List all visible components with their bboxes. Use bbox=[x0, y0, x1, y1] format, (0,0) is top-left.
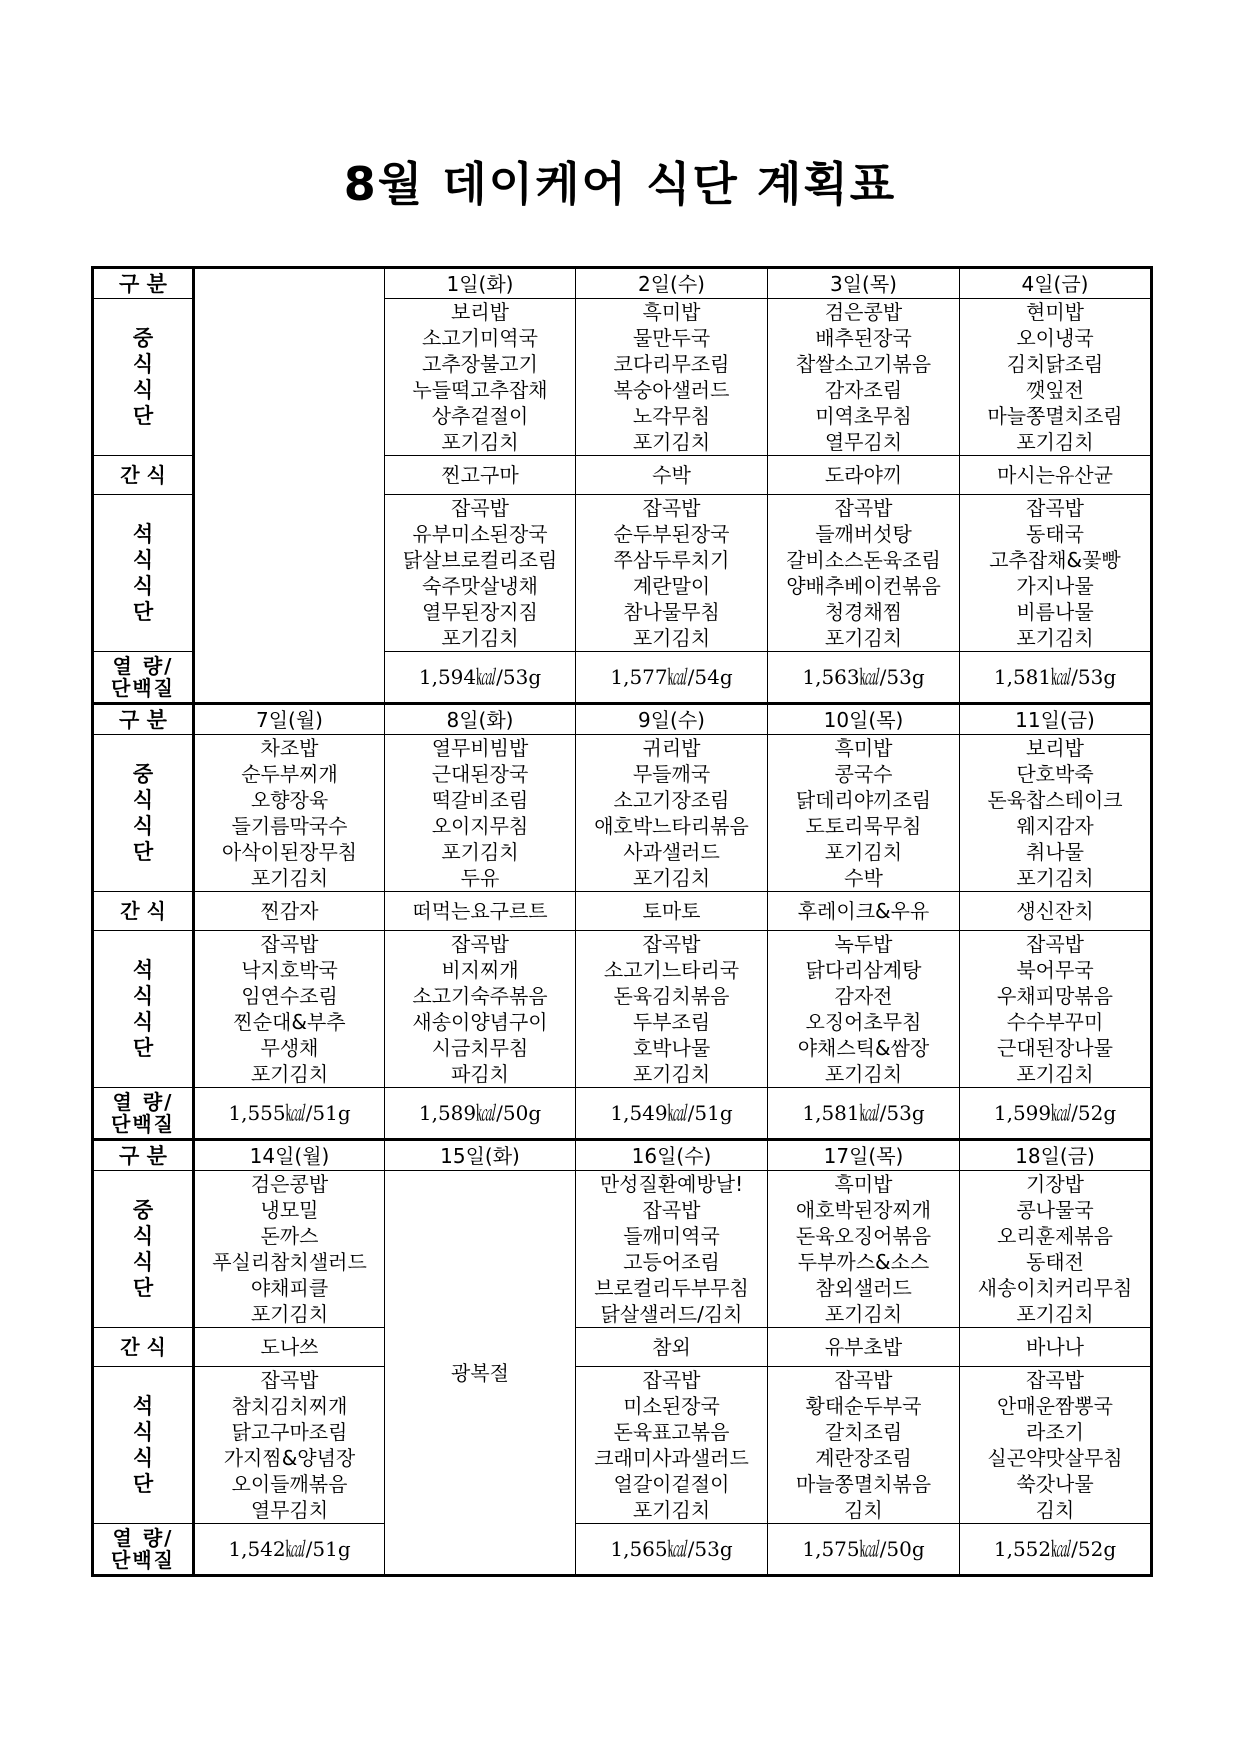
menu-item: 무생채 bbox=[260, 1036, 319, 1060]
menu-item: 잡곡밥 bbox=[834, 1368, 893, 1392]
day-dinner bbox=[385, 495, 576, 652]
menu-item: 콩나물국 bbox=[1016, 1198, 1094, 1222]
menu-item: 감자조림 bbox=[824, 378, 903, 402]
menu-item: 닭고구마조림 bbox=[231, 1420, 348, 1444]
row-label-line: 식 단 bbox=[132, 1446, 172, 1496]
menu-item: 포기김치 bbox=[441, 430, 519, 454]
row-label-line: 열 량/ bbox=[112, 654, 174, 678]
menu-item: 새송이치커리무침 bbox=[977, 1276, 1133, 1300]
day-lunch bbox=[768, 735, 960, 892]
menu-item: 들깨미역국 bbox=[623, 1224, 720, 1248]
menu-item: 누들떡고추잡채 bbox=[412, 378, 548, 402]
menu-item: 쑥갓나물 bbox=[1016, 1472, 1094, 1496]
menu-item: 포기김치 bbox=[632, 430, 711, 454]
row-label-text: 간 식 bbox=[120, 1335, 166, 1359]
menu-item: 잡곡밥 bbox=[1026, 496, 1084, 520]
menu-item: 우채피망볶음 bbox=[997, 984, 1113, 1008]
menu-item: 냉모밀 bbox=[260, 1198, 319, 1222]
day-kcal: 1,589㎉/50g bbox=[385, 1088, 576, 1140]
menu-item: 북어무국 bbox=[1016, 958, 1094, 982]
menu-item: 만성질환예방날! bbox=[599, 1172, 744, 1196]
week-2-kcal-row bbox=[93, 1088, 1152, 1140]
menu-item: 잡곡밥 bbox=[451, 496, 509, 520]
menu-item: 순두부찌개 bbox=[241, 762, 338, 786]
menu-item: 동태국 bbox=[1026, 522, 1084, 546]
week-3-kcal-row bbox=[93, 1524, 1152, 1576]
menu-item: 귀리밥 bbox=[642, 736, 701, 760]
menu-item: 소고기느타리국 bbox=[603, 958, 740, 982]
day-snack: 도나쓰 bbox=[194, 1328, 385, 1367]
menu-item: 돈까스 bbox=[260, 1224, 319, 1248]
menu-item: 김치닭조림 bbox=[1006, 352, 1104, 376]
row-label-line: 단백질 bbox=[111, 1548, 175, 1572]
menu-item: 포기김치 bbox=[441, 840, 519, 864]
menu-item: 애호박된장찌개 bbox=[795, 1198, 932, 1222]
menu-item: 참외샐러드 bbox=[815, 1276, 912, 1300]
menu-item: 황태순두부국 bbox=[805, 1394, 922, 1418]
menu-item: 들기름막국수 bbox=[231, 814, 348, 838]
day-date: 4일(금) bbox=[960, 268, 1152, 299]
week-3-dinner-row bbox=[93, 1367, 1152, 1524]
row-label-line: 중 식 bbox=[132, 1198, 172, 1248]
day-date: 7일(월) bbox=[194, 704, 385, 735]
menu-item: 미역초무침 bbox=[815, 404, 912, 428]
menu-item: 포기김치 bbox=[824, 1062, 903, 1086]
day-lunch bbox=[385, 299, 576, 456]
day-snack: 생신잔치 bbox=[960, 892, 1152, 931]
menu-item: 파김치 bbox=[451, 1062, 509, 1086]
menu-item: 참나물무침 bbox=[623, 600, 720, 624]
menu-item: 흑미밥 bbox=[834, 1172, 893, 1196]
menu-item: 잡곡밥 bbox=[642, 1198, 701, 1222]
day-dinner bbox=[576, 495, 768, 652]
menu-item: 잡곡밥 bbox=[642, 1368, 701, 1392]
day-date: 10일(목) bbox=[768, 704, 960, 735]
row-label-dinner bbox=[93, 495, 194, 652]
menu-item: 쭈삼두루치기 bbox=[613, 548, 730, 572]
menu-item: 마늘쫑멸치조림 bbox=[987, 404, 1123, 428]
row-label-lunch bbox=[93, 735, 194, 892]
menu-item: 두부까스&소스 bbox=[797, 1250, 930, 1274]
row-label-division bbox=[93, 704, 194, 735]
day-date: 1일(화) bbox=[385, 268, 576, 299]
menu-item: 웨지감자 bbox=[1016, 814, 1094, 838]
menu-item: 닭다리삼계탕 bbox=[805, 958, 922, 982]
menu-item: 기장밥 bbox=[1026, 1172, 1084, 1196]
day-snack: 유부초밥 bbox=[768, 1328, 960, 1367]
menu-item: 무들깨국 bbox=[632, 762, 711, 786]
day-snack: 떠먹는요구르트 bbox=[385, 892, 576, 931]
menu-item: 사과샐러드 bbox=[623, 840, 720, 864]
menu-item: 포기김치 bbox=[824, 840, 903, 864]
day-dinner bbox=[960, 931, 1152, 1088]
menu-item: 수박 bbox=[844, 866, 883, 890]
menu-item: 두부조림 bbox=[632, 1010, 711, 1034]
menu-item: 보리밥 bbox=[451, 300, 509, 324]
menu-item: 근대된장국 bbox=[431, 762, 529, 786]
menu-item: 포기김치 bbox=[1016, 866, 1094, 890]
row-label-dinner bbox=[93, 1367, 194, 1524]
day-date: 8일(화) bbox=[385, 704, 576, 735]
holiday-cell: 광복절 bbox=[385, 1171, 576, 1576]
menu-item: 미소된장국 bbox=[623, 1394, 720, 1418]
menu-item: 오이냉국 bbox=[1016, 326, 1094, 350]
menu-item: 양배추베이컨볶음 bbox=[786, 574, 941, 598]
day-kcal: 1,594㎉/53g bbox=[385, 652, 576, 704]
menu-item: 들깨버섯탕 bbox=[815, 522, 912, 546]
row-label-line: 중 식 bbox=[132, 326, 172, 376]
day-dinner bbox=[960, 495, 1152, 652]
menu-item: 포기김치 bbox=[441, 626, 519, 650]
menu-item: 닭살브로컬리조림 bbox=[402, 548, 558, 572]
week-2-dinner-row bbox=[93, 931, 1152, 1088]
menu-item: 단호박죽 bbox=[1016, 762, 1094, 786]
menu-item: 검은콩밥 bbox=[824, 300, 903, 324]
menu-item: 포기김치 bbox=[824, 626, 903, 650]
menu-item: 포기김치 bbox=[250, 1302, 329, 1326]
menu-item: 포기김치 bbox=[250, 1062, 329, 1086]
menu-item: 열무비빔밥 bbox=[431, 736, 529, 760]
menu-item: 포기김치 bbox=[1016, 430, 1094, 454]
menu-item: 떡갈비조림 bbox=[431, 788, 529, 812]
day-lunch bbox=[960, 1171, 1152, 1328]
day-dinner bbox=[576, 1367, 768, 1524]
menu-item: 소고기장조림 bbox=[613, 788, 730, 812]
day-kcal: 1,565㎉/53g bbox=[576, 1524, 768, 1576]
menu-item: 잡곡밥 bbox=[642, 496, 701, 520]
menu-item: 김치 bbox=[1035, 1498, 1075, 1522]
menu-item: 보리밥 bbox=[1026, 736, 1084, 760]
row-label-text: 구 분 bbox=[119, 271, 167, 296]
menu-item: 포기김치 bbox=[632, 626, 711, 650]
row-label-line: 식 단 bbox=[132, 1250, 172, 1300]
day-dinner bbox=[194, 1367, 385, 1524]
menu-item: 브로컬리두부무침 bbox=[594, 1276, 749, 1300]
day-lunch bbox=[576, 735, 768, 892]
row-label-line: 석 식 bbox=[132, 958, 172, 1008]
menu-item: 도토리묵무침 bbox=[805, 814, 922, 838]
menu-item: 오이들깨볶음 bbox=[231, 1472, 348, 1496]
menu-item: 잡곡밥 bbox=[260, 932, 319, 956]
menu-item: 고등어조림 bbox=[623, 1250, 720, 1274]
day-kcal: 1,563㎉/53g bbox=[768, 652, 960, 704]
week-3-date-row bbox=[93, 1140, 1152, 1171]
menu-item: 새송이양념구이 bbox=[412, 1010, 548, 1034]
menu-item: 시금치무침 bbox=[431, 1036, 529, 1060]
day-dinner bbox=[768, 495, 960, 652]
menu-item: 포기김치 bbox=[1016, 1062, 1094, 1086]
day-lunch bbox=[576, 1171, 768, 1328]
menu-item: 찹쌀소고기볶음 bbox=[795, 352, 932, 376]
row-label-snack bbox=[93, 892, 194, 931]
menu-item: 흑미밥 bbox=[642, 300, 701, 324]
week-1-date-row bbox=[93, 268, 1152, 299]
menu-item: 소고기미역국 bbox=[422, 326, 538, 350]
row-label-text: 간 식 bbox=[120, 463, 166, 487]
day-date: 16일(수) bbox=[576, 1140, 768, 1171]
day-date: 2일(수) bbox=[576, 268, 768, 299]
day-lunch bbox=[194, 1171, 385, 1328]
menu-item: 잡곡밥 bbox=[451, 932, 509, 956]
menu-item: 현미밥 bbox=[1026, 300, 1084, 324]
day-lunch bbox=[960, 735, 1152, 892]
menu-item: 야채피클 bbox=[250, 1276, 329, 1300]
day-lunch bbox=[576, 299, 768, 456]
menu-item: 노각무침 bbox=[632, 404, 711, 428]
week-2-lunch-row bbox=[93, 735, 1152, 892]
day-lunch bbox=[960, 299, 1152, 456]
menu-item: 김치 bbox=[844, 1498, 883, 1522]
menu-item: 얼갈이겉절이 bbox=[613, 1472, 730, 1496]
day-kcal: 1,581㎉/53g bbox=[768, 1088, 960, 1140]
menu-item: 가지나물 bbox=[1016, 574, 1094, 598]
menu-item: 열무김치 bbox=[250, 1498, 329, 1522]
day-kcal: 1,552㎉/52g bbox=[960, 1524, 1152, 1576]
menu-item: 닭살샐러드/김치 bbox=[600, 1302, 743, 1326]
menu-item: 취나물 bbox=[1026, 840, 1084, 864]
row-label-line: 식 단 bbox=[132, 574, 172, 624]
week-2-snack-row bbox=[93, 892, 1152, 931]
row-label-line: 열 량/ bbox=[112, 1526, 174, 1550]
day-snack: 도라야끼 bbox=[768, 456, 960, 495]
menu-item: 돈육찹스테이크 bbox=[987, 788, 1123, 812]
week-3-lunch-row bbox=[93, 1171, 1152, 1328]
day-date: 15일(화) bbox=[385, 1140, 576, 1171]
menu-item: 포기김치 bbox=[632, 1062, 711, 1086]
menu-item: 실곤약맛살무침 bbox=[987, 1446, 1123, 1470]
row-label-lunch bbox=[93, 1171, 194, 1328]
menu-item: 수수부꾸미 bbox=[1006, 1010, 1104, 1034]
menu-item: 푸실리참치샐러드 bbox=[212, 1250, 367, 1274]
menu-item: 상추겉절이 bbox=[431, 404, 529, 428]
menu-item: 잡곡밥 bbox=[1026, 1368, 1084, 1392]
menu-item: 고추장불고기 bbox=[422, 352, 538, 376]
menu-item: 비지찌개 bbox=[441, 958, 519, 982]
menu-item: 열무된장지짐 bbox=[422, 600, 538, 624]
menu-item: 라조기 bbox=[1026, 1420, 1084, 1444]
menu-item: 포기김치 bbox=[824, 1302, 903, 1326]
day-snack: 찐감자 bbox=[194, 892, 385, 931]
meal-plan-table bbox=[91, 266, 1153, 1577]
menu-item: 감자전 bbox=[834, 984, 893, 1008]
menu-item: 근대된장나물 bbox=[997, 1036, 1113, 1060]
row-label-snack bbox=[93, 1328, 194, 1367]
row-label-division bbox=[93, 1140, 194, 1171]
day-snack: 토마토 bbox=[576, 892, 768, 931]
menu-item: 오징어초무침 bbox=[805, 1010, 922, 1034]
day-dinner bbox=[194, 931, 385, 1088]
menu-item: 두유 bbox=[460, 866, 500, 890]
day-lunch bbox=[768, 1171, 960, 1328]
day-snack: 마시는유산균 bbox=[960, 456, 1152, 495]
menu-item: 차조밥 bbox=[260, 736, 319, 760]
menu-item: 닭데리야끼조림 bbox=[795, 788, 932, 812]
menu-item: 흑미밥 bbox=[834, 736, 893, 760]
day-snack: 찐고구마 bbox=[385, 456, 576, 495]
row-label-text: 간 식 bbox=[120, 899, 166, 923]
day-date: 14일(월) bbox=[194, 1140, 385, 1171]
menu-item: 크래미사과샐러드 bbox=[594, 1446, 749, 1470]
row-label-line: 단백질 bbox=[111, 676, 175, 700]
menu-item: 돈육김치볶음 bbox=[613, 984, 730, 1008]
menu-item: 복숭아샐러드 bbox=[613, 378, 730, 402]
menu-item: 포기김치 bbox=[1016, 1302, 1094, 1326]
day-kcal: 1,575㎉/50g bbox=[768, 1524, 960, 1576]
row-label-kcal bbox=[93, 1524, 194, 1576]
day-kcal: 1,549㎉/51g bbox=[576, 1088, 768, 1140]
menu-item: 배추된장국 bbox=[815, 326, 912, 350]
page-title: 8월 데이케어 식단 계획표 bbox=[343, 157, 897, 211]
menu-item: 고추잡채&꽃빵 bbox=[989, 548, 1121, 572]
menu-item: 야채스틱&쌈장 bbox=[797, 1036, 930, 1060]
menu-item: 포기김치 bbox=[1016, 626, 1094, 650]
row-label-division bbox=[93, 268, 194, 299]
menu-item: 오리훈제볶음 bbox=[997, 1224, 1113, 1248]
day-lunch bbox=[768, 299, 960, 456]
week-3-snack-row bbox=[93, 1328, 1152, 1367]
day-lunch bbox=[194, 735, 385, 892]
day-date: 3일(목) bbox=[768, 268, 960, 299]
menu-item: 마늘쫑멸치볶음 bbox=[795, 1472, 932, 1496]
row-label-snack bbox=[93, 456, 194, 495]
empty-day-cell bbox=[194, 268, 385, 704]
row-label-line: 식 단 bbox=[132, 814, 172, 864]
menu-item: 비름나물 bbox=[1016, 600, 1094, 624]
menu-item: 열무김치 bbox=[824, 430, 903, 454]
menu-item: 참치김치찌개 bbox=[231, 1394, 348, 1418]
week-2-date-row bbox=[93, 704, 1152, 735]
row-label-line: 식 단 bbox=[132, 378, 172, 428]
menu-item: 검은콩밥 bbox=[250, 1172, 329, 1196]
day-snack: 수박 bbox=[576, 456, 768, 495]
day-kcal: 1,555㎉/51g bbox=[194, 1088, 385, 1140]
day-snack: 후레이크&우유 bbox=[768, 892, 960, 931]
menu-item: 계란장조림 bbox=[815, 1446, 912, 1470]
day-snack: 바나나 bbox=[960, 1328, 1152, 1367]
day-date: 18일(금) bbox=[960, 1140, 1152, 1171]
row-label-text: 구 분 bbox=[119, 1143, 167, 1168]
day-kcal: 1,577㎉/54g bbox=[576, 652, 768, 704]
row-label-line: 열 량/ bbox=[112, 1090, 174, 1114]
menu-item: 갈비소스돈육조림 bbox=[786, 548, 941, 572]
menu-item: 임연수조림 bbox=[241, 984, 338, 1008]
row-label-kcal bbox=[93, 652, 194, 704]
menu-item: 깻잎전 bbox=[1026, 378, 1084, 402]
menu-item: 오이지무침 bbox=[431, 814, 529, 838]
menu-item: 숙주맛살냉채 bbox=[422, 574, 538, 598]
row-label-line: 석 식 bbox=[132, 1394, 172, 1444]
menu-item: 동태전 bbox=[1026, 1250, 1084, 1274]
menu-item: 안매운짬뽕국 bbox=[997, 1394, 1113, 1418]
menu-item: 돈육표고볶음 bbox=[613, 1420, 730, 1444]
day-dinner bbox=[960, 1367, 1152, 1524]
row-label-lunch bbox=[93, 299, 194, 456]
menu-item: 찐순대&부추 bbox=[233, 1010, 346, 1034]
day-dinner bbox=[385, 931, 576, 1088]
menu-item: 순두부된장국 bbox=[613, 522, 730, 546]
menu-item: 애호박느타리볶음 bbox=[594, 814, 749, 838]
menu-item: 갈치조림 bbox=[824, 1420, 903, 1444]
menu-item: 잡곡밥 bbox=[642, 932, 701, 956]
menu-item: 아삭이된장무침 bbox=[221, 840, 358, 864]
row-label-line: 중 식 bbox=[132, 762, 172, 812]
day-kcal: 1,581㎉/53g bbox=[960, 652, 1152, 704]
day-lunch bbox=[385, 735, 576, 892]
menu-item: 돈육오징어볶음 bbox=[795, 1224, 932, 1248]
row-label-line: 단백질 bbox=[111, 1112, 175, 1136]
menu-item: 청경채찜 bbox=[824, 600, 903, 624]
menu-item: 잡곡밥 bbox=[260, 1368, 319, 1392]
day-dinner bbox=[768, 1367, 960, 1524]
day-kcal: 1,542㎉/51g bbox=[194, 1524, 385, 1576]
menu-item: 소고기숙주볶음 bbox=[412, 984, 548, 1008]
row-label-line: 식 단 bbox=[132, 1010, 172, 1060]
menu-item: 코다리무조림 bbox=[613, 352, 730, 376]
menu-item: 포기김치 bbox=[632, 1498, 711, 1522]
day-date: 9일(수) bbox=[576, 704, 768, 735]
day-dinner bbox=[576, 931, 768, 1088]
day-date: 11일(금) bbox=[960, 704, 1152, 735]
menu-item: 포기김치 bbox=[632, 866, 711, 890]
day-kcal: 1,599㎉/52g bbox=[960, 1088, 1152, 1140]
menu-item: 잡곡밥 bbox=[1026, 932, 1084, 956]
menu-item: 포기김치 bbox=[250, 866, 329, 890]
menu-item: 물만두국 bbox=[632, 326, 711, 350]
day-snack: 참외 bbox=[576, 1328, 768, 1367]
menu-item: 호박나물 bbox=[632, 1036, 711, 1060]
row-label-text: 구 분 bbox=[119, 707, 167, 732]
menu-item: 콩국수 bbox=[834, 762, 893, 786]
menu-item: 낙지호박국 bbox=[241, 958, 338, 982]
day-date: 17일(목) bbox=[768, 1140, 960, 1171]
row-label-line: 석 식 bbox=[132, 522, 172, 572]
menu-item: 녹두밥 bbox=[834, 932, 893, 956]
menu-item: 오향장육 bbox=[250, 788, 329, 812]
menu-item: 계란말이 bbox=[632, 574, 711, 598]
menu-item: 가지찜&양념장 bbox=[223, 1446, 356, 1470]
day-dinner bbox=[768, 931, 960, 1088]
menu-item: 유부미소된장국 bbox=[412, 522, 548, 546]
menu-item: 잡곡밥 bbox=[834, 496, 893, 520]
row-label-kcal bbox=[93, 1088, 194, 1140]
row-label-dinner bbox=[93, 931, 194, 1088]
